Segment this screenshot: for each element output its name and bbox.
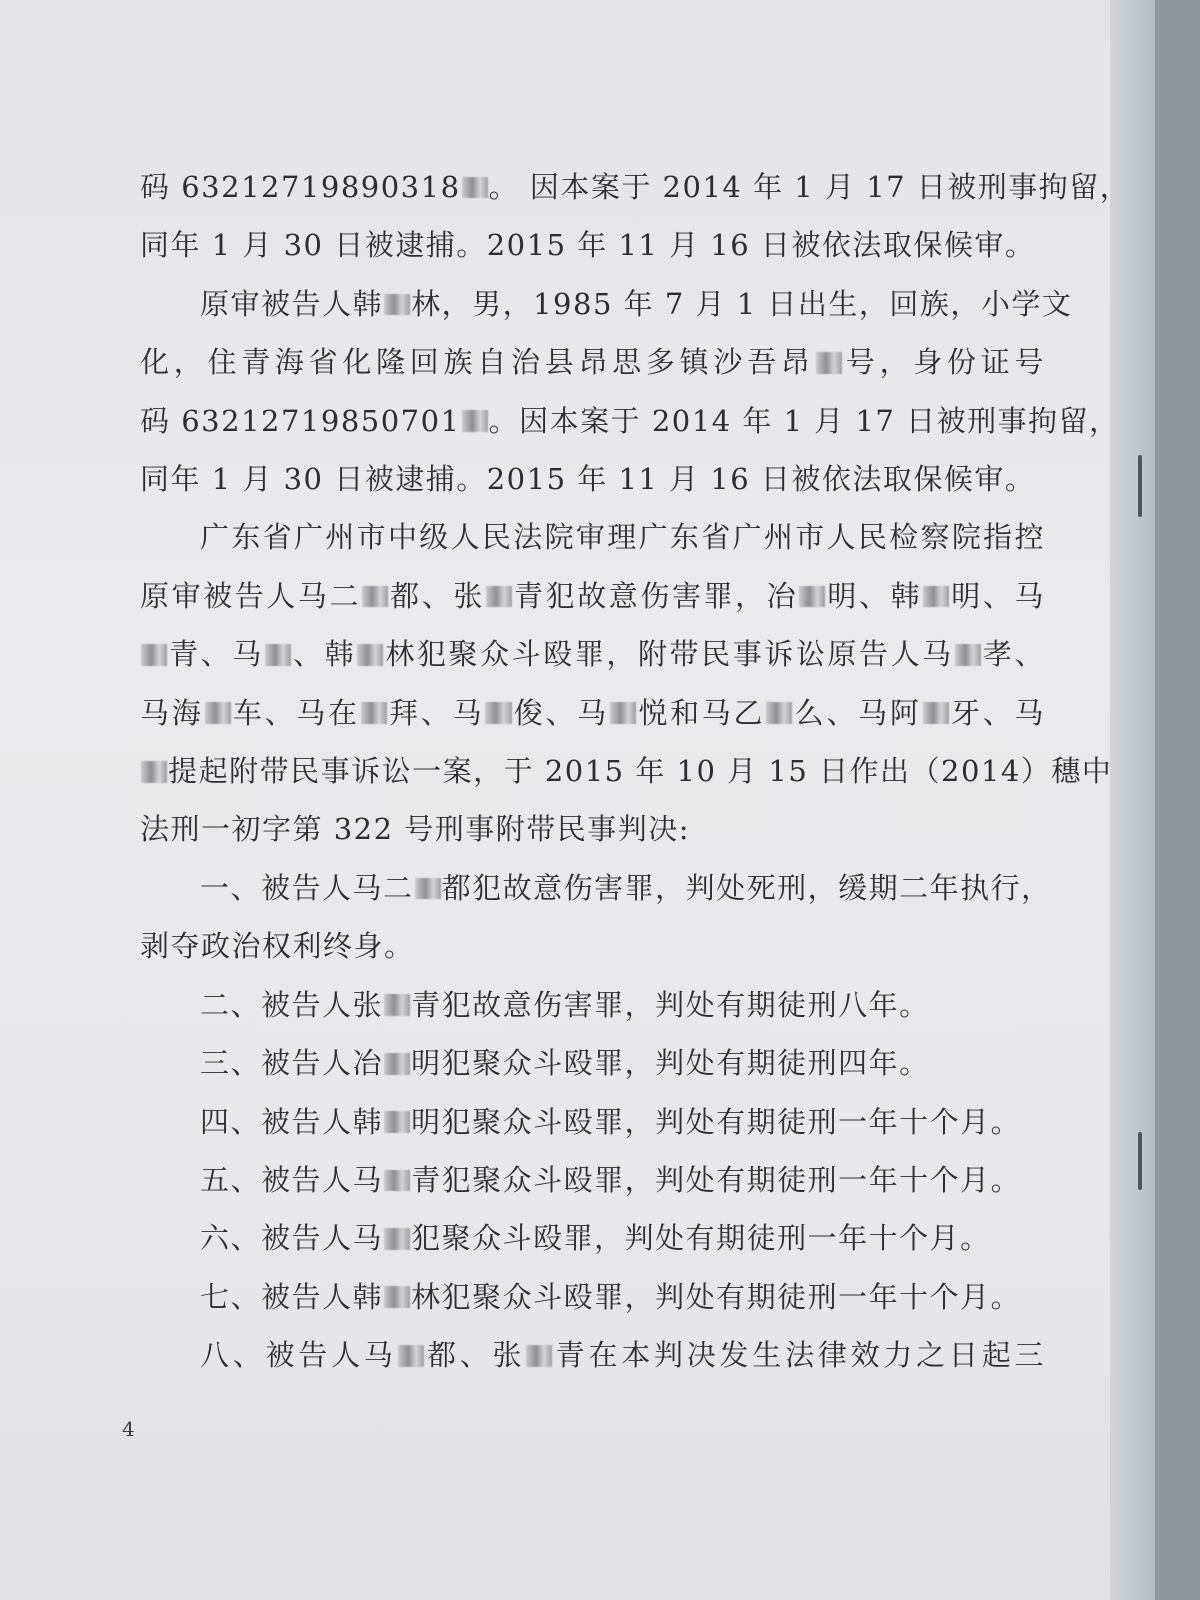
line-text: 青犯故意伤害罪，冶 [513,578,799,613]
line-text: 都犯故意伤害罪，判处死刑，缓期二年执行， [441,870,1052,905]
document-line [140,567,1045,625]
line-text: 五、被告人马 [200,1162,384,1197]
document-line [140,976,1045,1034]
line-text: 原审被告人韩 [200,286,384,321]
redaction-mark [415,878,441,900]
redaction-mark [384,1228,410,1250]
binding-staple-top [1138,455,1142,517]
line-text: 么、马阿 [793,695,922,730]
redaction-mark [799,586,825,608]
redaction-mark [384,994,410,1016]
line-text: 拜、马 [387,695,485,730]
document-line [140,800,1045,858]
line-text: 青犯聚众斗殴罪，判处有期徒刑一年十个月。 [411,1162,1022,1197]
line-text: 林，男，1985 年 7 月 1 日出生，回族，小学文 [411,286,1073,321]
line-text: 法刑一初字第 322 号刑事附带民事判决: [140,812,691,847]
page-number: 4 [122,1417,135,1441]
redaction-mark [384,1286,410,1308]
line-text: 化，住青海省化隆回族自治县昂思多镇沙吾昂 [140,345,815,380]
line-text: 都、张 [424,1338,526,1373]
document-line [140,508,1045,566]
redaction-mark [357,644,383,666]
document-line [140,1326,1045,1384]
redaction-mark [923,586,949,608]
line-text: 明、韩 [826,578,923,613]
line-text: 一、被告人马二 [200,870,414,905]
line-text: 三、被告人冶 [200,1046,384,1081]
redaction-mark [526,1345,552,1367]
line-text: 牙、马 [949,695,1045,730]
redaction-mark [462,410,488,432]
line-text: 、韩 [291,637,357,672]
redaction-mark [955,644,981,666]
document-line [140,392,1120,450]
line-text: 原审被告人马二 [140,578,362,613]
redaction-mark [362,586,388,608]
line-text: 青犯故意伤害罪，判处有期徒刑八年。 [411,987,930,1022]
document-line [140,1034,1045,1092]
line-text: 号，身份证号 [842,345,1045,380]
line-text: 六、被告人马 [200,1221,384,1256]
line-text: 码 63212719850701 [140,403,461,438]
redaction-mark [923,702,949,724]
line-text: 俊、马 [512,695,609,730]
document-body [140,158,1131,1385]
line-text: 八、被告人马 [200,1338,397,1373]
line-text: 青在本判决发生法律效力之日起三 [553,1338,1045,1373]
line-text: 剥夺政治权利终身。 [140,929,415,964]
line-text: 七、被告人韩 [200,1279,384,1314]
line-text: 。 因本案于 2014 年 1 月 17 日被刑事拘留， [488,170,1131,204]
binding-staple-bottom [1138,1132,1142,1190]
document-line [140,275,1073,333]
line-text: 四、被告人韩 [200,1104,384,1139]
document-line [140,450,1045,508]
line-text: 明、马 [950,578,1045,613]
redaction-mark [766,702,792,724]
redaction-mark [384,1170,410,1192]
document-line [140,216,1045,274]
document-line [140,1209,1045,1267]
redaction-mark [384,294,410,316]
redaction-mark [816,352,842,374]
line-text: 码 63212719890318 [140,170,461,204]
redaction-mark [485,702,511,724]
line-text: 明犯聚众斗殴罪，判处有期徒刑一年十个月。 [411,1104,1022,1139]
line-text: 广东省广州市中级人民法院审理广东省广州市人民检察院指控 [200,520,1045,555]
redaction-mark [384,1053,410,1075]
line-text: 二、被告人张 [200,987,384,1022]
redaction-mark [398,1345,424,1367]
document-line [140,158,1131,216]
document-line [140,917,1045,975]
line-text: 。因本案于 2014 年 1 月 17 日被刑事拘留， [488,403,1120,438]
line-text: 同年 1 月 30 日被逮捕。2015 年 11 月 16 日被依法取保候审。 [140,228,1036,263]
line-text: 青、马 [168,637,264,672]
redaction-mark [265,644,291,666]
redaction-mark [205,702,231,724]
document-line [140,1151,1045,1209]
redaction-mark [384,1111,410,1133]
line-text: 同年 1 月 30 日被逮捕。2015 年 11 月 16 日被依法取保候审。 [140,462,1036,497]
document-line [140,684,1045,742]
redaction-mark [486,586,512,608]
line-text: 孝、 [981,637,1045,672]
line-text: 马海 [140,695,204,730]
line-text: 林犯聚众斗殴罪，判处有期徒刑一年十个月。 [411,1279,1022,1314]
redaction-mark [141,644,167,666]
document-line [140,333,1045,391]
redaction-mark [141,761,167,783]
document-line [140,625,1045,683]
page-edge-shadow [1110,0,1155,1600]
line-text: 都、张 [389,578,485,613]
line-text: 提起附带民事诉讼一案，于 2015 年 10 月 15 日作出（2014）穗中 [168,754,1113,789]
document-line [140,1093,1045,1151]
redaction-mark [462,177,488,199]
line-text: 悦和马乙 [637,695,766,730]
line-text: 明犯聚众斗殴罪，判处有期徒刑四年。 [411,1046,930,1081]
line-text: 犯聚众斗殴罪，判处有期徒刑一年十个月。 [411,1221,991,1256]
redaction-mark [361,702,387,724]
document-line [140,742,1113,800]
line-text: 车、马在 [231,695,360,730]
document-line [140,859,1052,917]
redaction-mark [610,702,636,724]
line-text: 林犯聚众斗殴罪，附带民事诉讼原告人马 [384,637,954,672]
document-line [140,1268,1045,1326]
